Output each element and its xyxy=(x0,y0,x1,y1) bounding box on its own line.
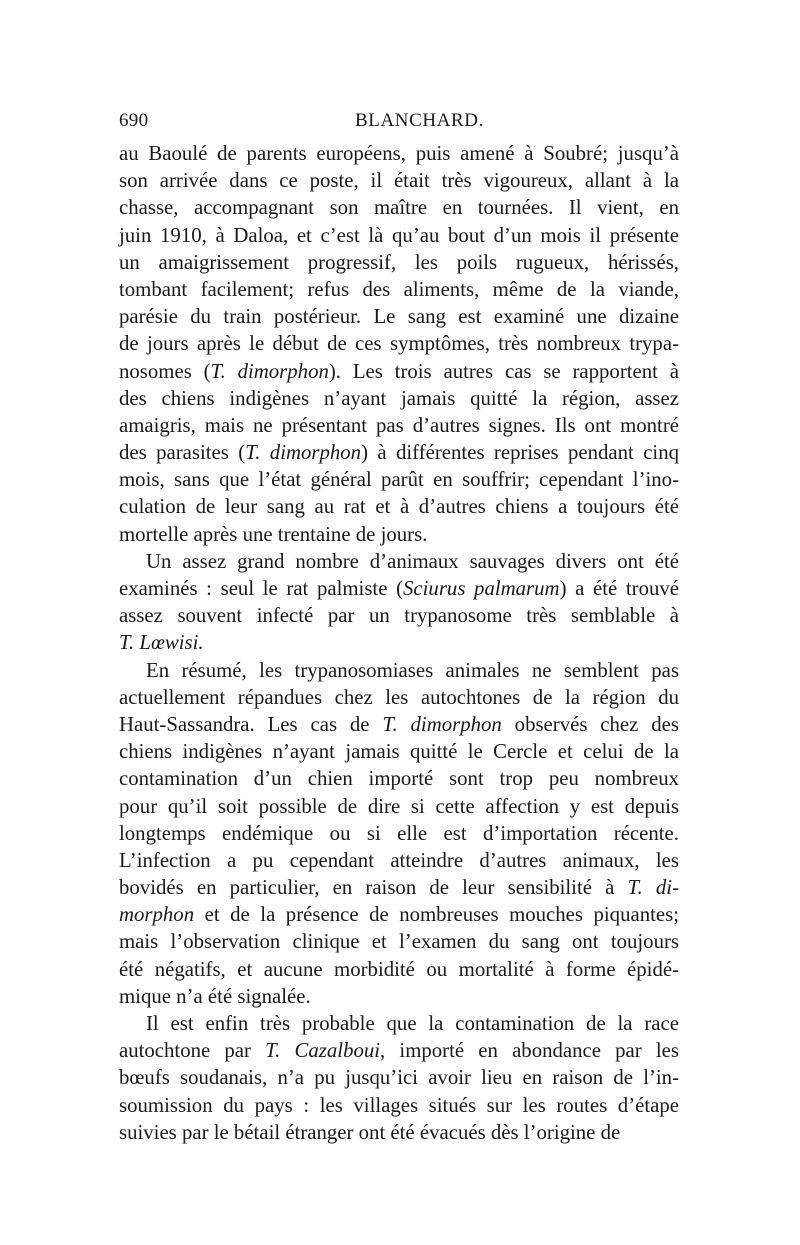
italic-taxon: T. di- xyxy=(627,876,679,900)
text-segment: et de la présence de nombreuses mouches piquantes; xyxy=(194,903,679,927)
text-line xyxy=(119,303,679,330)
text-segment: ) à différentes reprises pendant cinq xyxy=(361,441,680,465)
text-line xyxy=(119,793,679,820)
text-line xyxy=(119,1119,679,1146)
italic-taxon: T. Cazalboui xyxy=(265,1039,381,1063)
text-line xyxy=(119,847,679,874)
text-segment: ) a été trouvé xyxy=(559,577,680,600)
italic-taxon: T. Lœwisi. xyxy=(119,631,204,655)
text-line xyxy=(119,684,679,711)
text-line xyxy=(119,140,679,167)
text-line xyxy=(119,711,679,738)
text-line xyxy=(119,901,679,928)
text-line xyxy=(119,358,679,385)
text-line xyxy=(119,983,679,1010)
body-text xyxy=(119,140,679,1146)
page-number: 690 xyxy=(119,110,149,131)
text-segment: bœufs soudanais, n’a pu jusqu’ici avoir lieu en raison de l’in- xyxy=(119,1066,679,1090)
text-line xyxy=(119,1064,679,1091)
italic-taxon: Sciurus palmarum xyxy=(403,577,560,600)
text-segment: un amaigrissement progressif, les poils rugueux, hérissés, xyxy=(119,250,679,274)
text-segment: suivies par le bétail étranger ont été évacués dès l’origine de xyxy=(119,1120,621,1144)
text-line xyxy=(119,412,679,439)
text-segment: soumission du pays : les villages situés sur les routes d’étape xyxy=(119,1093,679,1117)
italic-taxon: morphon xyxy=(119,903,195,927)
text-line xyxy=(119,629,679,656)
text-line xyxy=(119,548,679,575)
text-segment: bovidés en particulier, en raison de leur sensibilité à xyxy=(119,876,628,900)
text-segment: , importé en abondance par les xyxy=(380,1039,679,1063)
text-line xyxy=(119,167,679,194)
text-segment: L’infection a pu cependant atteindre d’autres animaux, les xyxy=(119,848,679,872)
text-segment: culation de leur sang au rat et à d’autres chiens a toujours été xyxy=(119,495,679,519)
text-line xyxy=(119,276,679,303)
text-segment: Un assez grand nombre d’animaux sauvages divers ont été xyxy=(146,549,679,573)
text-segment: nosomes ( xyxy=(119,359,211,383)
text-segment: ). Les trois autres cas se rapportent à xyxy=(328,359,679,383)
text-line xyxy=(119,1092,679,1119)
text-line xyxy=(119,1010,679,1037)
text-line xyxy=(119,466,679,493)
text-line xyxy=(119,493,679,520)
text-segment: contamination d’un chien importé sont trop peu nombreux xyxy=(119,767,679,791)
text-segment: Il est enfin très probable que la contamination de la race xyxy=(146,1012,679,1035)
text-line xyxy=(119,874,679,901)
text-segment: juin 1910, à Daloa, et c’est là qu’au bout d’un mois il présente xyxy=(119,223,679,247)
italic-taxon: T. dimorphon xyxy=(210,359,329,383)
text-line xyxy=(119,928,679,955)
text-segment: examinés : seul le rat palmiste ( xyxy=(119,577,404,600)
text-line xyxy=(119,330,679,357)
text-line xyxy=(119,738,679,765)
text-segment: pour qu’il soit possible de dire si cette affection y est depuis xyxy=(119,794,679,818)
text-segment: actuellement répandues chez les autochtones de la région du xyxy=(119,685,679,709)
running-head xyxy=(119,110,679,140)
running-head-author: BLANCHARD. xyxy=(355,110,484,131)
text-segment: observés chez des xyxy=(501,712,679,736)
text-line xyxy=(119,657,679,684)
text-line xyxy=(119,521,679,548)
text-segment: autochtone par xyxy=(119,1039,266,1063)
text-line xyxy=(119,222,679,249)
text-segment: chasse, accompagnant son maître en tournées. Il vient, en xyxy=(119,196,679,220)
text-segment: des parasites ( xyxy=(119,441,246,465)
text-segment: assez souvent infecté par un trypanosome très semblable à xyxy=(119,604,679,628)
text-segment: longtemps endémique ou si elle est d’importation récente. xyxy=(119,821,679,845)
text-line xyxy=(119,575,679,602)
text-segment: Haut-Sassandra. Les cas de xyxy=(119,712,383,736)
text-segment: tombant facilement; refus des aliments, même de la viande, xyxy=(119,277,679,301)
text-segment: mais l’observation clinique et l’examen du sang ont toujours xyxy=(119,930,679,954)
text-segment: son arrivée dans ce poste, il était très vigoureux, allant à la xyxy=(119,169,679,193)
text-segment: de jours après le début de ces symptômes, très nombreux trypa- xyxy=(119,332,679,356)
italic-taxon: T. dimorphon xyxy=(382,712,502,736)
text-segment: amaigris, mais ne présentant pas d’autres signes. Ils ont montré xyxy=(119,413,679,437)
text-line xyxy=(119,385,679,412)
text-line xyxy=(119,1037,679,1064)
text-segment: parésie du train postérieur. Le sang est examiné une dizaine xyxy=(119,305,679,329)
book-page xyxy=(119,110,679,1146)
text-segment: des chiens indigènes n’ayant jamais quitté la région, assez xyxy=(119,386,679,410)
text-line xyxy=(119,765,679,792)
text-segment: En résumé, les trypanosomiases animales ne semblent pas xyxy=(146,658,679,682)
text-line xyxy=(119,956,679,983)
text-line xyxy=(119,602,679,629)
text-segment: été négatifs, et aucune morbidité ou mortalité à forme épidé- xyxy=(119,957,679,981)
text-segment: mortelle après une trentaine de jours. xyxy=(119,522,428,546)
text-segment: au Baoulé de parents européens, puis amené à Soubré; jusqu’à xyxy=(119,142,679,165)
italic-taxon: T. dimorphon xyxy=(245,441,362,465)
text-line xyxy=(119,820,679,847)
text-line xyxy=(119,194,679,221)
text-segment: mique n’a été signalée. xyxy=(119,984,311,1008)
text-segment: chiens indigènes n’ayant jamais quitté le Cercle et celui de la xyxy=(119,740,679,764)
text-line xyxy=(119,439,679,466)
text-segment: mois, sans que l’état général parût en souffrir; cependant l’ino- xyxy=(119,468,679,492)
text-line xyxy=(119,249,679,276)
